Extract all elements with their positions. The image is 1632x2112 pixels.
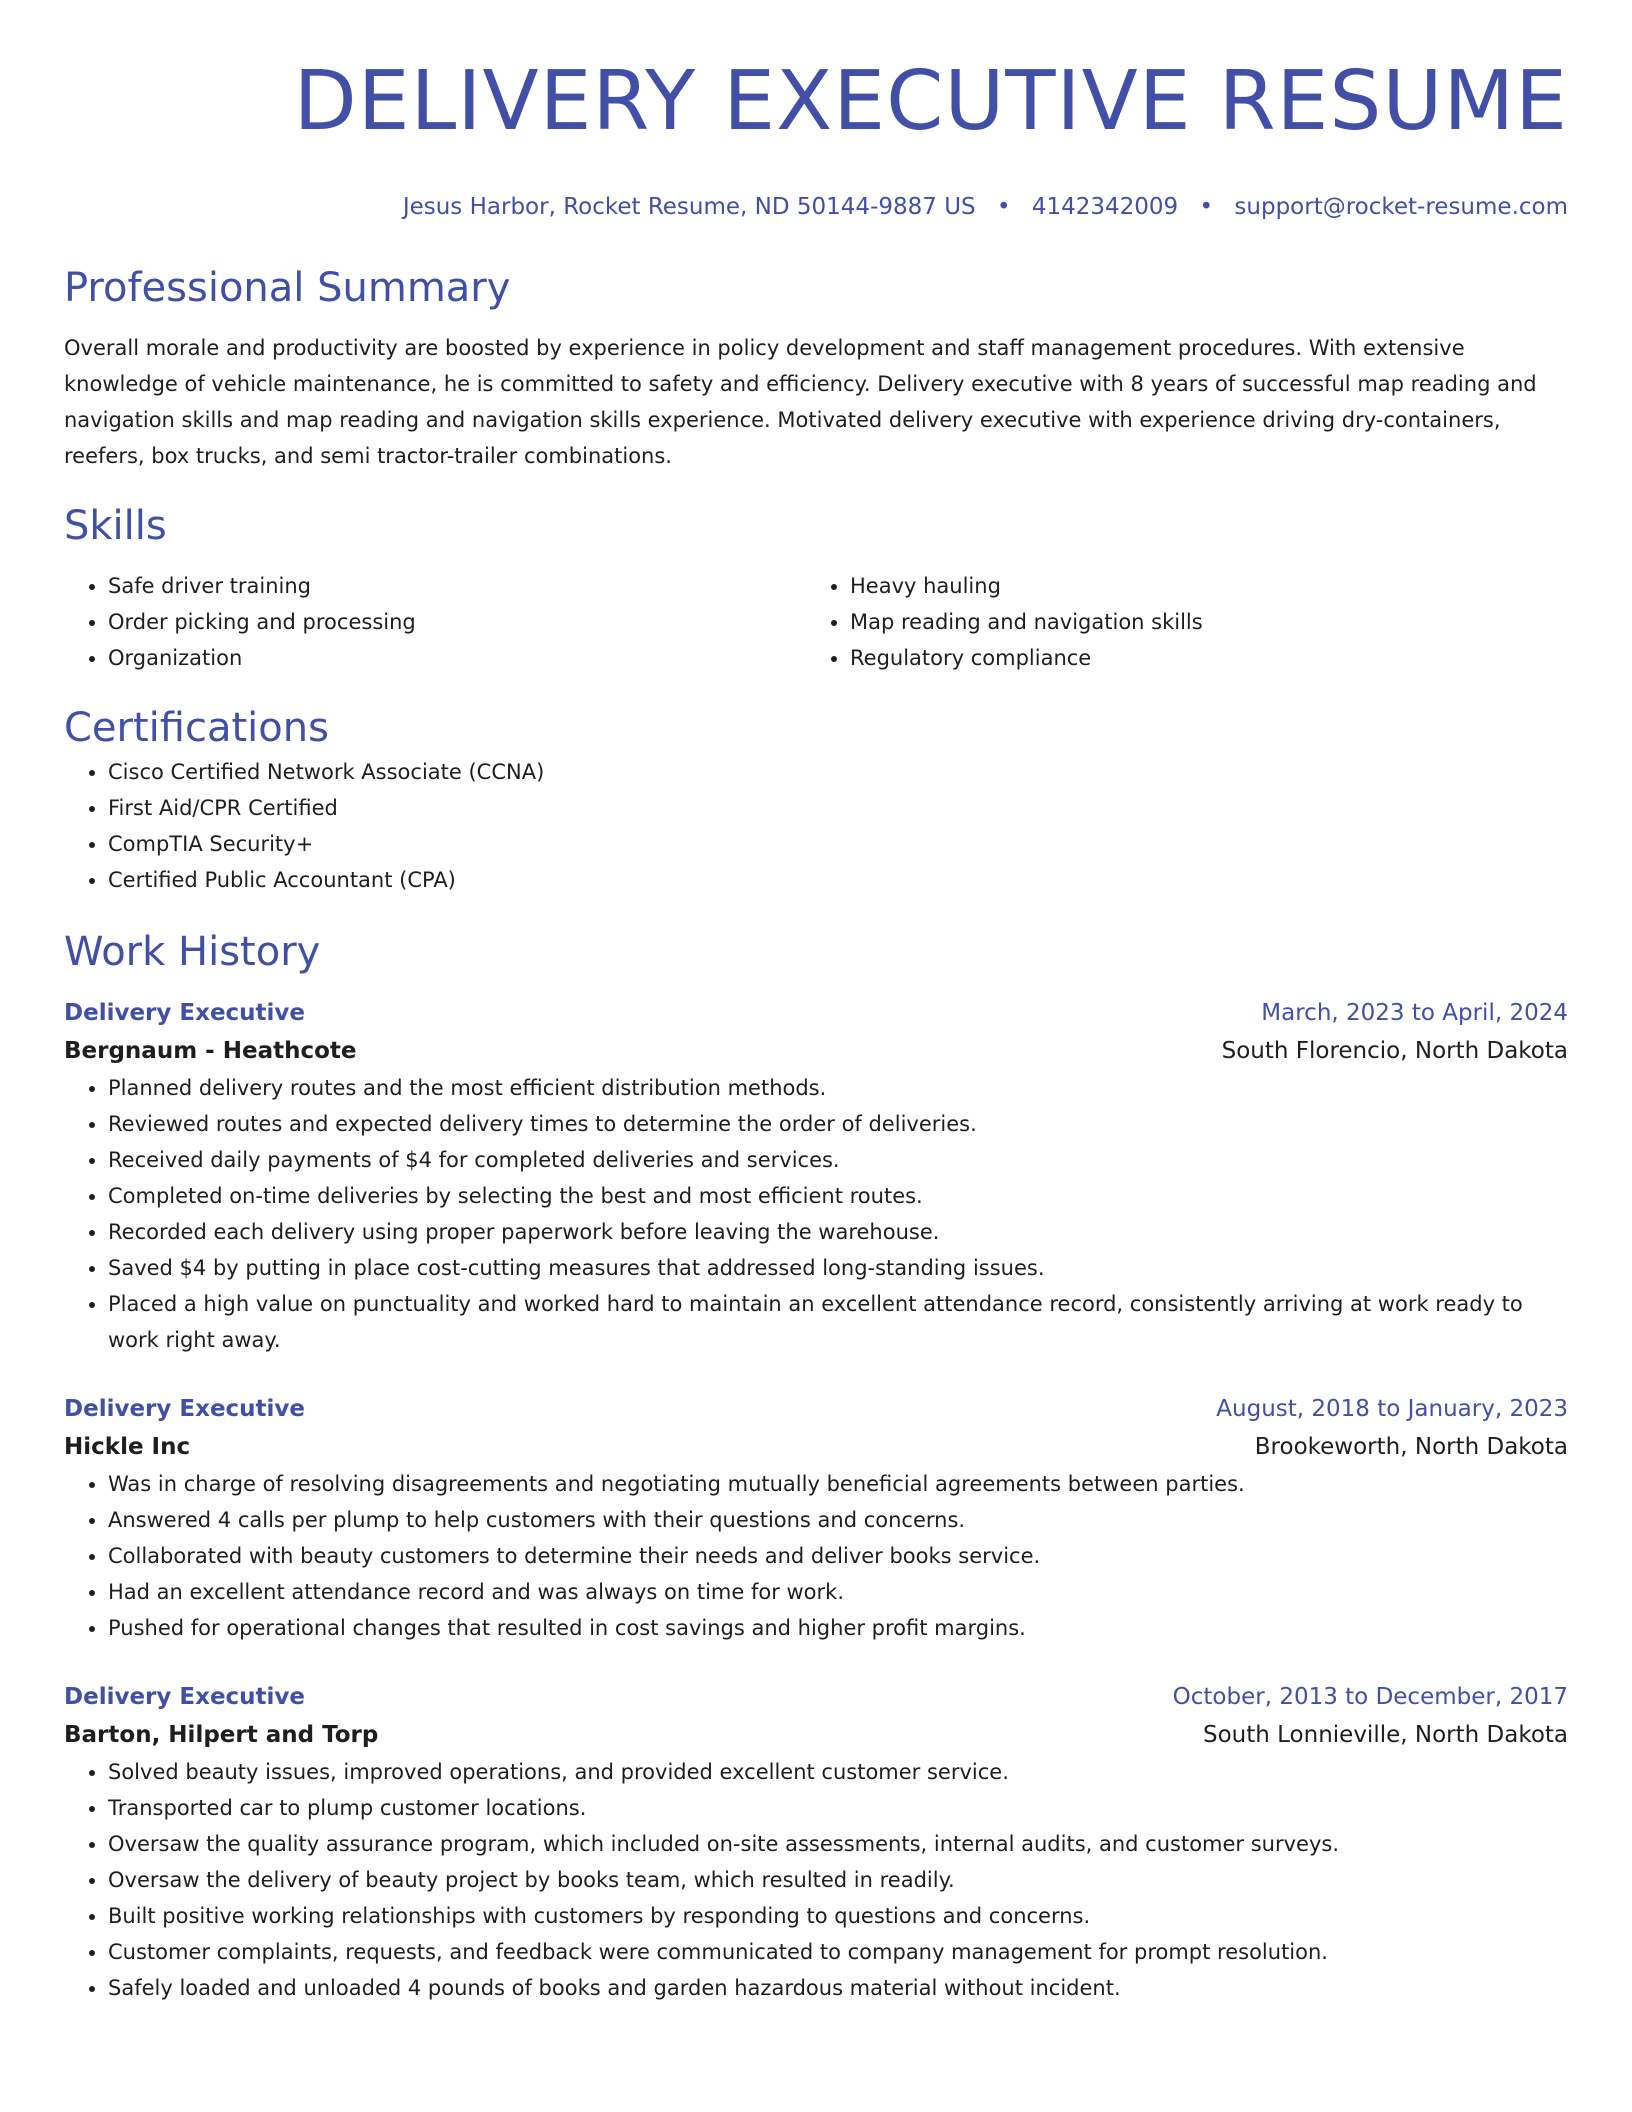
skill-item: • Safe driver training <box>108 568 806 604</box>
summary-heading: Professional Summary <box>64 265 511 311</box>
work-history-heading: Work History <box>64 929 321 975</box>
job-company-row <box>64 1428 1568 1466</box>
summary-text: Overall morale and productivity are boosted by experience in policy development and staff management procedures. With extensive knowledge of vehicle maintenance, he is committed to safety and efficiency. Delivery executive with 8 years of successful map reading and navigation skills and map reading and navigation skills experience. Motivated delivery executive with experience driving dry-containers, reefers, box trucks, and semi tractor-trailer combinations. <box>64 336 1537 468</box>
job-entry <box>64 1390 1568 1646</box>
certification-item: • Certified Public Accountant (CPA) <box>108 862 1568 898</box>
job-duty: • Recorded each delivery using proper paperwork before leaving the warehouse. <box>108 1214 1568 1250</box>
contact-separator: • <box>1199 194 1214 220</box>
job-title-row <box>64 1678 1568 1716</box>
job-duty: • Reviewed routes and expected delivery times to determine the order of deliveries. <box>108 1106 1568 1142</box>
job-duty: • Had an excellent attendance record and was always on time for work. <box>108 1574 1568 1610</box>
job-company: Barton, Hilpert and Torp <box>64 1722 379 1748</box>
job-dates: August, 2018 to January, 2023 <box>1216 1396 1568 1422</box>
job-duty: • Placed a high value on punctuality and worked hard to maintain an excellent attendance record, consistently arriving at work ready to work right away. <box>108 1286 1568 1358</box>
skill-item: • Order picking and processing <box>108 604 806 640</box>
job-duty: • Built positive working relationships with customers by responding to questions and concerns. <box>108 1898 1568 1934</box>
skills-list-right <box>806 568 1548 676</box>
summary-section <box>64 262 1568 474</box>
contact-separator: • <box>996 194 1011 220</box>
job-entry <box>64 1678 1568 2006</box>
job-title-row <box>64 994 1568 1032</box>
job-title: Delivery Executive <box>64 1684 306 1710</box>
job-duty: • Safely loaded and unloaded 4 pounds of books and garden hazardous material without incident. <box>108 1970 1568 2006</box>
skills-section <box>64 500 1568 676</box>
skills-column-right <box>806 568 1548 676</box>
job-duties-list <box>64 1070 1568 1358</box>
job-duty: • Transported car to plump customer locations. <box>108 1790 1568 1826</box>
contact-address: Jesus Harbor, Rocket Resume, ND 50144-9887 US <box>402 194 976 220</box>
skills-grid <box>64 568 1568 676</box>
job-company: Bergnaum - Heathcote <box>64 1038 357 1064</box>
certification-item: • First Aid/CPR Certified <box>108 790 1568 826</box>
job-company-row <box>64 1032 1568 1070</box>
job-duty: • Oversaw the quality assurance program, which included on-site assessments, internal audits, and customer surveys. <box>108 1826 1568 1862</box>
job-duty: • Collaborated with beauty customers to determine their needs and deliver books service. <box>108 1538 1568 1574</box>
skill-item: • Heavy hauling <box>850 568 1548 604</box>
job-duty: • Completed on-time deliveries by selecting the best and most efficient routes. <box>108 1178 1568 1214</box>
resume-header <box>64 54 1568 222</box>
job-duties-list <box>64 1466 1568 1646</box>
skills-heading: Skills <box>64 503 167 549</box>
job-location: South Florencio, North Dakota <box>1221 1038 1568 1064</box>
job-entry <box>64 994 1568 1358</box>
skill-item: • Map reading and navigation skills <box>850 604 1548 640</box>
certifications-section <box>64 702 1568 898</box>
job-company-row <box>64 1716 1568 1754</box>
skills-column-left <box>64 568 806 676</box>
certification-item: • CompTIA Security+ <box>108 826 1568 862</box>
job-duty: • Answered 4 calls per plump to help customers with their questions and concerns. <box>108 1502 1568 1538</box>
certifications-list <box>64 754 1568 898</box>
contact-email: support@rocket-resume.com <box>1234 194 1568 220</box>
job-title: Delivery Executive <box>64 1396 306 1422</box>
job-duty: • Was in charge of resolving disagreements and negotiating mutually beneficial agreements between parties. <box>108 1466 1568 1502</box>
work-history-section <box>64 926 1568 2006</box>
skills-list-left <box>64 568 806 676</box>
job-duty: • Oversaw the delivery of beauty project by books team, which resulted in readily. <box>108 1862 1568 1898</box>
skill-item: • Organization <box>108 640 806 676</box>
job-duty: • Pushed for operational changes that resulted in cost savings and higher profit margins. <box>108 1610 1568 1646</box>
job-title-row <box>64 1390 1568 1428</box>
job-location: South Lonnieville, North Dakota <box>1202 1722 1568 1748</box>
job-duty: • Saved $4 by putting in place cost-cutting measures that addressed long-standing issues. <box>108 1250 1568 1286</box>
job-location: Brookeworth, North Dakota <box>1254 1434 1568 1460</box>
certification-item: • Cisco Certified Network Associate (CCNA) <box>108 754 1568 790</box>
job-duty: • Customer complaints, requests, and feedback were communicated to company management for prompt resolution. <box>108 1934 1568 1970</box>
contact-phone: 4142342009 <box>1031 194 1179 220</box>
job-company: Hickle Inc <box>64 1434 191 1460</box>
certifications-heading: Certifications <box>64 705 329 751</box>
job-duty: • Planned delivery routes and the most efficient distribution methods. <box>108 1070 1568 1106</box>
skill-item: • Regulatory compliance <box>850 640 1548 676</box>
job-duty: • Solved beauty issues, improved operations, and provided excellent customer service. <box>108 1754 1568 1790</box>
resume-title: DELIVERY EXECUTIVE RESUME <box>293 54 1568 149</box>
job-duties-list <box>64 1754 1568 2006</box>
job-title: Delivery Executive <box>64 1000 306 1026</box>
contact-line <box>64 192 1568 222</box>
job-dates: October, 2013 to December, 2017 <box>1172 1684 1568 1710</box>
job-duty: • Received daily payments of $4 for completed deliveries and services. <box>108 1142 1568 1178</box>
job-dates: March, 2023 to April, 2024 <box>1261 1000 1568 1026</box>
